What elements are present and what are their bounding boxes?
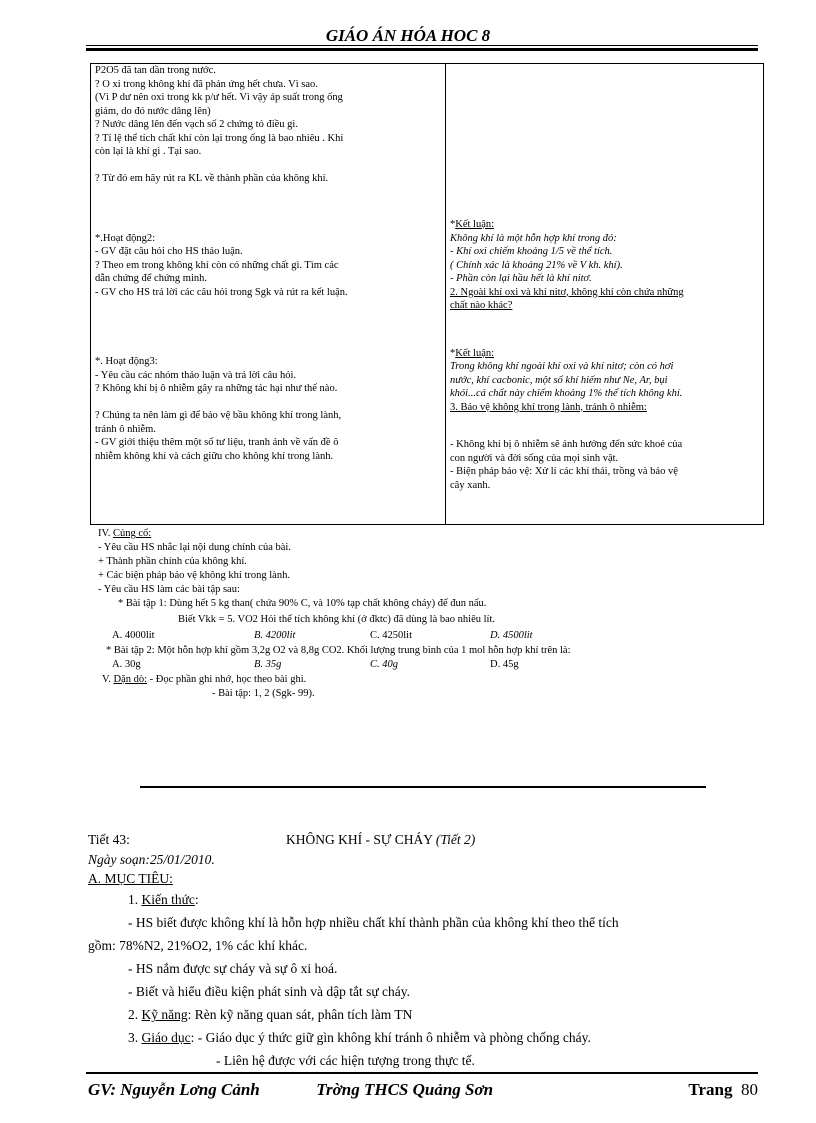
activity-2-line: dẫn chứng để chứng minh. bbox=[95, 273, 207, 284]
table-line: (Vì P dư nên oxi trong kk p/ư hết. Vì vậy áp suất trong ống bbox=[95, 92, 343, 103]
lesson-table bbox=[90, 63, 764, 525]
consolidation-line: + Các biện pháp bảo vệ không khí trong lành. bbox=[98, 570, 290, 581]
consolidation-line: + Thành phần chính của không khí. bbox=[98, 556, 247, 567]
activity-2-line: - GV đặt câu hỏi cho HS thảo luận. bbox=[95, 246, 243, 257]
homework-line: V. Dặn dò: - Đọc phần ghi nhớ, học theo bài ghi. bbox=[102, 674, 307, 685]
knowledge-line-3: - HS nắm được sự cháy và sự ô xi hoá. bbox=[128, 961, 338, 976]
section-a-heading: A. MỤC TIÊU: bbox=[88, 871, 173, 886]
conclusion-1-line: Không khí là một hỗn hợp khí trong đó: bbox=[450, 232, 617, 244]
skills-line: 2. Kỹ năng: Rèn kỹ năng quan sát, phân tích làm TN bbox=[128, 1007, 413, 1022]
footer-left bbox=[88, 1080, 493, 1100]
option-c: C. 4250lit bbox=[370, 630, 413, 641]
lesson-number: Tiết 43: bbox=[88, 832, 130, 847]
activity-2-block bbox=[95, 232, 441, 300]
activity-2-line: *.Hoạt động2: bbox=[95, 232, 156, 244]
conclusion-2-heading: *Kết luận: bbox=[450, 347, 495, 359]
lesson-title: KHÔNG KHÍ - SỰ CHÁY (Tiết 2) bbox=[286, 832, 476, 847]
knowledge-line-4: - Biết và hiểu điều kiện phát sinh và dập tắt sự cháy. bbox=[128, 984, 410, 999]
activity-3-line: ? Chúng ta nên làm gì để bảo vệ bầu không khí trong lành, bbox=[95, 410, 342, 421]
content-column bbox=[446, 64, 764, 525]
option-c: C. 40g bbox=[370, 659, 399, 670]
footer-rule bbox=[86, 1072, 758, 1074]
table-line: ? Tỉ lệ thể tích chất khí còn lại trong ống là bao nhiêu . Khí bbox=[95, 132, 344, 144]
left-top-block bbox=[95, 64, 441, 186]
header-rule-thick bbox=[86, 48, 758, 51]
knowledge-heading: 1. Kiến thức: bbox=[128, 892, 199, 907]
protection-line: con người và đời sống của mọi sinh vật. bbox=[450, 452, 619, 464]
option-d: D. 4500lit bbox=[490, 630, 533, 641]
table-line: P2O5 đã tan dần trong nước. bbox=[95, 65, 216, 76]
option-d: D. 45g bbox=[490, 659, 519, 670]
activity-3-line: nhiễm không khí và cách giữu cho không khí trong lành. bbox=[95, 450, 334, 462]
table-line bbox=[95, 159, 441, 173]
activity-2-line: - GV cho HS trả lời các câu hỏi trong Sgk và rút ra kết luận. bbox=[95, 286, 348, 298]
knowledge-line-2: gồm: 78%N2, 21%O2, 1% các khí khác. bbox=[88, 938, 308, 953]
header-rule-thin bbox=[86, 45, 758, 46]
knowledge-line-1: - HS biết được không khí là hỗn hợp nhiều chất khí thành phần của không khí theo thể tích bbox=[128, 915, 619, 930]
teacher-activity-column bbox=[91, 64, 446, 525]
consolidation-heading: IV. Củng cố: bbox=[98, 528, 152, 539]
lesson-date: Ngày soạn:25/01/2010. bbox=[88, 852, 215, 867]
table-line: ? Từ đó em hãy rút ra KL về thành phần của không khí. bbox=[95, 173, 329, 184]
activity-3-line: - GV giới thiệu thêm một số tư liệu, tranh ảnh về vấn đề ô bbox=[95, 437, 339, 448]
activity-3-block bbox=[95, 355, 441, 463]
homework-exercises: - Bài tập: 1, 2 (Sgk- 99). bbox=[212, 688, 315, 699]
table-line: ? O xi trong không khí đã phản ứng hết chưa. Vì sao. bbox=[95, 78, 318, 90]
exercise-1: * Bài tập 1: Dùng hết 5 kg than( chứa 90% C, và 10% tạp chất không cháy) để đun nấu. bbox=[118, 598, 487, 609]
protection-block bbox=[450, 438, 759, 492]
protection-line: - Không khí bị ô nhiễm sẽ ảnh hưởng đến sức khoẻ của bbox=[450, 439, 683, 450]
question-2-block bbox=[450, 286, 759, 313]
exercise-1-given: Biết Vkk = 5. VO2 Hỏi thể tích không khí (ở đktc) đã dùng là bao nhiêu lít. bbox=[178, 614, 496, 625]
activity-3-line: ? Không khí bị ô nhiễm gây ra những tác hại như thế nào. bbox=[95, 383, 338, 394]
conclusion-2-line: Trong không khí ngoài khí oxi và khí nitơ; còn có hơi bbox=[450, 361, 674, 372]
conclusion-1-block bbox=[450, 232, 759, 286]
conclusion-1-heading: *Kết luận: bbox=[450, 219, 495, 230]
activity-3-line: tránh ô nhiễm. bbox=[95, 423, 156, 435]
activity-3-line bbox=[95, 396, 441, 410]
protection-line: cây xanh. bbox=[450, 479, 491, 491]
question-2-line: chất nào khác? bbox=[450, 300, 513, 311]
table-line: giảm, do đó nước dâng lên) bbox=[95, 105, 211, 117]
table-line: còn lại là khí gì . Tại sao. bbox=[95, 146, 202, 157]
activity-3-line: *. Hoạt động3: bbox=[95, 356, 158, 367]
consolidation-lines bbox=[98, 541, 758, 597]
consolidation-line: - Yêu cầu HS làm các bài tập sau: bbox=[98, 584, 240, 595]
page-number: Trang 80 bbox=[688, 1080, 758, 1099]
page-header-title: GIÁO ÁN HÓA HOC 8 bbox=[325, 26, 491, 45]
teacher-name: GV: Nguyễn Lơng Cảnh bbox=[88, 1080, 260, 1099]
question-2-line: 2. Ngoài khí oxi và khí nitơ, không khí còn chứa những bbox=[450, 286, 684, 298]
lesson-title-row bbox=[88, 830, 760, 850]
protection-line: - Biện pháp bảo vệ: Xử lí các khí thải, trồng và bảo vệ bbox=[450, 466, 678, 477]
activity-2-line: ? Theo em trong không khí còn có những chất gì. Tìm các bbox=[95, 259, 339, 271]
conclusion-1-line: - Phần còn lại hầu hết là khí nitơ. bbox=[450, 273, 592, 284]
option-b: B. 35g bbox=[254, 659, 282, 670]
option-b: B. 4200lit bbox=[254, 630, 296, 641]
section-divider bbox=[140, 786, 706, 788]
consolidation-line: - Yêu cầu HS nhắc lại nội dung chính của bài. bbox=[98, 542, 291, 553]
question-3-heading: 3. Bảo vệ không khí trong lành, tránh ô nhiễm: bbox=[450, 401, 647, 413]
option-a: A. 4000lit bbox=[112, 630, 155, 641]
consolidation-section bbox=[98, 527, 758, 701]
conclusion-2-line: khói...cá chất này chiếm khoảng 1% thể tích không khí. bbox=[450, 388, 683, 399]
education-line: 3. Giáo dục: - Giáo dục ý thức giữ gìn không khí tránh ô nhiễm và phòng chống cháy. bbox=[128, 1030, 591, 1045]
lesson-43 bbox=[88, 830, 760, 1072]
exercise-2: * Bài tập 2: Một hỗn hợp khí gồm 3,2g O2 và 8,8g CO2. Khối lượng trung bình của 1 mol hỗn hợp khí trên là: bbox=[106, 645, 571, 656]
conclusion-1-line: - Khí oxi chiếm khoảng 1/5 về thể tích. bbox=[450, 246, 613, 257]
conclusion-1-line: ( Chính xác là khoảng 21% về V kh. khí). bbox=[450, 259, 623, 271]
exercise-1-options bbox=[98, 629, 758, 644]
table-line: ? Nước dâng lên đến vạch số 2 chứng tỏ điều gì. bbox=[95, 119, 298, 130]
education-line-2: - Liên hệ được với các hiện tượng trong thực tế. bbox=[216, 1053, 475, 1068]
activity-3-line: - Yêu cầu các nhóm thảo luận và trả lời câu hỏi. bbox=[95, 369, 297, 381]
exercise-2-options bbox=[98, 658, 758, 673]
conclusion-2-line: nước, khí cacbonic, một số khí hiếm như Ne, Ar, bụi bbox=[450, 374, 668, 386]
option-a: A. 30g bbox=[112, 659, 141, 670]
school-name: Trờng THCS Quảng Sơn bbox=[316, 1080, 494, 1099]
conclusion-2-block bbox=[450, 360, 759, 401]
